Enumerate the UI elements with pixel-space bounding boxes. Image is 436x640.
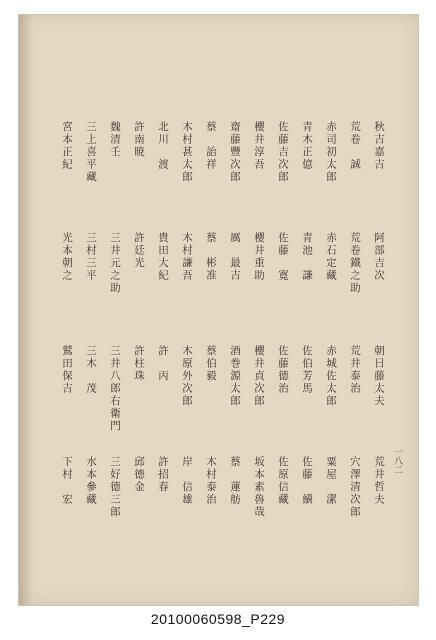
name-entry: 櫻井重助 bbox=[253, 232, 265, 282]
name-entry: 邱德金 bbox=[133, 456, 145, 494]
name-entry: 佐藤德治 bbox=[277, 345, 289, 395]
name-entry: 阿部吉次 bbox=[373, 232, 385, 282]
name-entry: 佐藤吉次郎 bbox=[277, 121, 289, 184]
name-entry: 三井八郎右衛門 bbox=[109, 345, 121, 433]
page-number: 一八二 bbox=[392, 447, 402, 474]
name-entry: 赤司初太郎 bbox=[325, 121, 337, 184]
name-entry: 鷲田保吉 bbox=[61, 345, 73, 395]
name-entry: 赤城佐太郎 bbox=[325, 345, 337, 408]
name-entry: 宮本正紀 bbox=[61, 121, 73, 171]
name-entry: 蔡 彬准 bbox=[205, 232, 217, 282]
image-caption: 20100060598_P229 bbox=[150, 611, 286, 627]
name-entry: 荒井泰治 bbox=[349, 345, 361, 395]
name-entry: 三村三平 bbox=[85, 232, 97, 282]
name-entry: 荒井哲夫 bbox=[373, 456, 385, 506]
name-entry: 光本朝之 bbox=[61, 232, 73, 282]
book-page bbox=[18, 14, 419, 606]
name-entry: 秋吉嘉吉 bbox=[373, 121, 385, 171]
name-entry: 厲 最吉 bbox=[229, 232, 241, 282]
name-entry: 齋藤豐次郎 bbox=[229, 121, 241, 184]
name-entry: 蔡 蓮舫 bbox=[229, 456, 241, 506]
name-entry: 木村泰治 bbox=[205, 456, 217, 506]
name-entry: 佐原信藏 bbox=[277, 456, 289, 506]
name-entry: 許柱珠 bbox=[133, 345, 145, 383]
name-entry: 佐伯芳馬 bbox=[301, 345, 313, 395]
name-entry: 櫻井貞次郎 bbox=[253, 345, 265, 408]
name-entry: 三木 茂 bbox=[85, 345, 97, 395]
name-entry: 三好德三郎 bbox=[109, 456, 121, 519]
name-entry: 三上喜平藏 bbox=[85, 121, 97, 184]
name-entry: 許南暁 bbox=[133, 121, 145, 159]
name-entry: 荒卷 誠 bbox=[349, 121, 361, 171]
name-entry: 荒卷鐵之助 bbox=[349, 232, 361, 295]
name-entry: 木村謙吾 bbox=[181, 232, 193, 282]
name-entry: 酒巻源太郎 bbox=[229, 345, 241, 408]
name-entry: 穴澤清次郎 bbox=[349, 456, 361, 519]
name-entry: 許廷光 bbox=[133, 232, 145, 270]
name-entry: 佐藤 寛 bbox=[277, 232, 289, 282]
name-entry: 櫻井淳吾 bbox=[253, 121, 265, 171]
name-entry: 蔡伯毅 bbox=[205, 345, 217, 383]
name-entry: 蔡 詒祥 bbox=[205, 121, 217, 171]
name-entry: 魏清壬 bbox=[109, 121, 121, 159]
name-entry: 岸 信雄 bbox=[181, 456, 193, 506]
name-entry: 赤石定藏 bbox=[325, 232, 337, 282]
name-entry: 下村 宏 bbox=[61, 456, 73, 506]
name-entry: 青木正億 bbox=[301, 121, 313, 171]
name-entry: 青池 謙 bbox=[301, 232, 313, 282]
name-entry: 粟屋 潔 bbox=[325, 456, 337, 506]
name-entry: 許 丙 bbox=[157, 345, 169, 383]
name-entry: 朝日藤太夫 bbox=[373, 345, 385, 408]
name-entry: 佐藤 續 bbox=[301, 456, 313, 506]
name-entry: 北川 渡 bbox=[157, 121, 169, 171]
name-entry: 坂本素魯哉 bbox=[253, 456, 265, 519]
spine-shadow bbox=[19, 15, 33, 605]
name-entry: 木村甚太郎 bbox=[181, 121, 193, 184]
name-entry: 貴田大紀 bbox=[157, 232, 169, 282]
name-entry: 三井元之助 bbox=[109, 232, 121, 295]
name-entry: 木原外次郎 bbox=[181, 345, 193, 408]
name-entry: 水本參藏 bbox=[85, 456, 97, 506]
name-entry: 許招春 bbox=[157, 456, 169, 494]
